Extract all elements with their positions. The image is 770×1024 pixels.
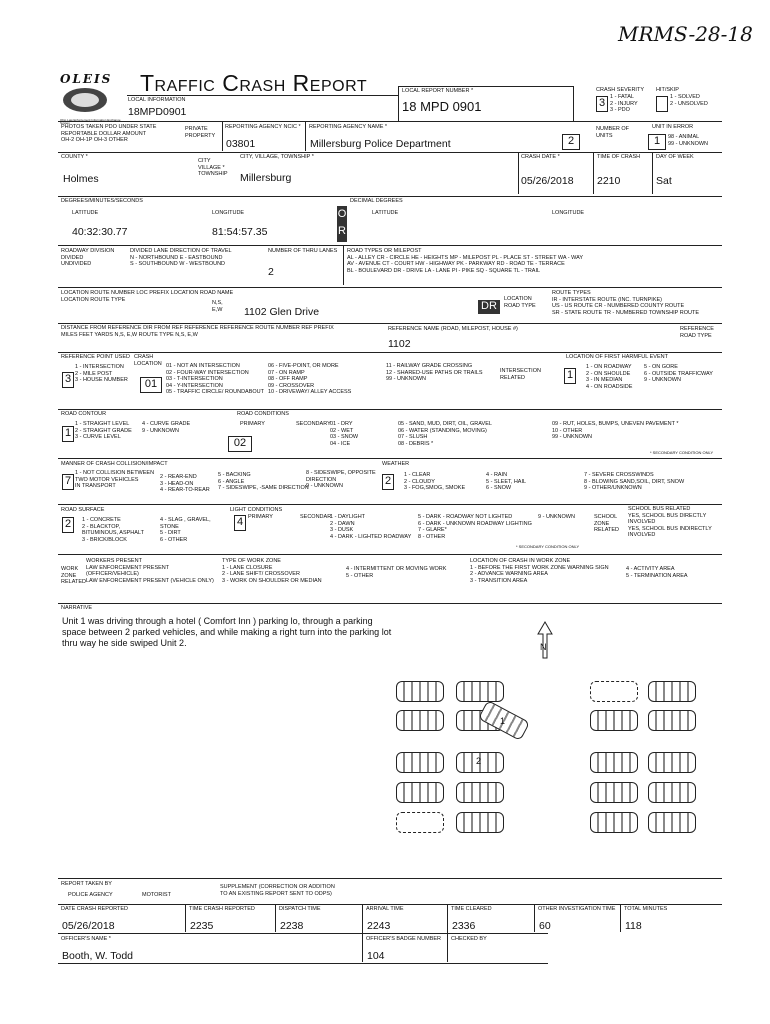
decimal-longitude-label: LONGITUDE bbox=[552, 210, 585, 216]
officer-name-label: OFFICER'S NAME * bbox=[61, 936, 111, 942]
school-bus-related[interactable]: SCHOOL BUS RELATED YES, SCHOOL BUS DIRECTLY INVOLVED YES, SCHOOL BUS INDIRECTLY INVOLVED bbox=[628, 506, 712, 538]
light-note: * SECONDARY CONDITION ONLY bbox=[516, 544, 580, 549]
date-reported-value[interactable]: 05/26/2018 bbox=[62, 920, 115, 932]
first-harmful-options-2: 5 - ON GORE 6 - OUTSIDE TRAFFICWAY 9 - UNKNOWN bbox=[644, 364, 713, 383]
logo-text: OLEIS bbox=[60, 72, 113, 86]
road-conditions-primary-label: PRIMARY bbox=[240, 421, 265, 427]
crash-severity-code[interactable]: 3 bbox=[596, 96, 608, 112]
manner-options-4: 8 - SIDESWIPE, OPPOSITE DIRECTION 9 - UNKNOWN bbox=[306, 470, 376, 489]
location-road-type-label: LOCATION ROAD TYPE bbox=[504, 296, 536, 309]
first-harmful-label: LOCATION OF FIRST HARMFUL EVENT bbox=[566, 354, 668, 360]
location-prefix[interactable]: N,S, E,W bbox=[212, 300, 223, 313]
badge-number-label: OFFICER'S BADGE NUMBER bbox=[366, 936, 442, 942]
work-zone-type-2: 4 - INTERMITTENT OR MOVING WORK 5 - OTHER bbox=[346, 566, 447, 579]
unit-in-error-value[interactable]: 1 bbox=[648, 134, 666, 150]
reporting-ncic-value[interactable]: 03801 bbox=[226, 138, 256, 150]
reporting-ncic-label: REPORTING AGENCY NCIC * bbox=[225, 124, 301, 130]
local-info-value[interactable]: 18MPD0901 bbox=[128, 106, 187, 118]
road-conditions-primary-code[interactable]: 02 bbox=[228, 436, 252, 452]
road-contour-label: ROAD CONTOUR bbox=[61, 411, 107, 417]
road-conditions-note: * SECONDARY CONDITION ONLY bbox=[650, 450, 714, 455]
hit-skip-code[interactable] bbox=[656, 96, 668, 112]
road-contour-code[interactable]: 1 bbox=[62, 426, 74, 442]
work-zone-type: TYPE OF WORK ZONE 1 - LANE CLOSURE 2 - LANE SHIFT/ CROSSOVER 3 - WORK ON SHOULDER OR MEDIAN bbox=[222, 558, 322, 584]
road-contour-options: 1 - STRAIGHT LEVEL 2 - STRAIGHT GRADE 3 - CURVE LEVEL bbox=[75, 421, 132, 440]
road-conditions-label: ROAD CONDITIONS bbox=[237, 411, 289, 417]
supplement-option[interactable]: SUPPLEMENT (CORRECTION OR ADDITION TO AN EXISTING REPORT SENT TO ODPS) bbox=[220, 884, 335, 897]
latitude-label: LATITUDE bbox=[72, 210, 99, 216]
crash-location-options: 01 - NOT AN INTERSECTION 02 - FOUR-WAY INTERSECTION 03 - T-INTERSECTION 04 - Y-INTERSECTION 05 - TRAFFIC CIRCLE/ ROUNDABOUT bbox=[166, 363, 264, 395]
degrees-label: DEGREES/MINUTES/SECONDS bbox=[61, 198, 143, 204]
crash-date-label: CRASH DATE * bbox=[521, 154, 560, 160]
reporting-agency-label: REPORTING AGENCY NAME * bbox=[309, 124, 388, 130]
form-title: Traffic Crash Report bbox=[140, 70, 368, 96]
narrative-text[interactable]: Unit 1 was driving through a hotel ( Comfort Inn ) parking lo, through a parking space between 2 parked vehicles, and while making a right turn into the parking lot thru way he side swiped Unit 2. bbox=[62, 616, 392, 648]
unit-1-label: 1 bbox=[500, 716, 506, 726]
light-unknown: 9 - UNKNOWN bbox=[538, 514, 575, 520]
work-zone-location-2: 4 - ACTIVITY AREA 5 - TERMINATION AREA bbox=[626, 566, 688, 579]
road-types: ROAD TYPES OR MILEPOST AL - ALLEY CR - CIRCLE HE - HEIGHTS MP - MILEPOST PL - PLACE ST - STREET WA - WAY AV - AVENUE CT - COURT HW - HIGHWAY PK - PARKWAY RD - ROAD TE - TERRACE BL - BOULEVARD DR - DRIVE LA - LANE PI - PIKE SQ - SQUARE TL - TRAIL bbox=[347, 248, 584, 274]
dispatch-time-value[interactable]: 2238 bbox=[280, 920, 304, 932]
manner-options-3: 5 - BACKING 6 - ANGLE 7 - SIDESWIPE, -SAME DIRECTION bbox=[218, 472, 309, 491]
time-of-crash-label: TIME OF CRASH bbox=[597, 154, 641, 160]
handwritten-reference: MRMS-28-18 bbox=[618, 22, 753, 46]
ref-point-label: REFERENCE POINT USED bbox=[61, 354, 130, 360]
local-report-label: LOCAL REPORT NUMBER * bbox=[402, 88, 474, 94]
road-conditions-options-2: 05 - SAND, MUD, DIRT, OIL, GRAVEL 06 - WATER (STANDING, MOVING) 07 - SLUSH 08 - DEBRIS * bbox=[398, 421, 492, 447]
decimal-degrees-letters: O R bbox=[337, 206, 347, 242]
location-road-name[interactable]: 1102 Glen Drive bbox=[244, 306, 320, 318]
other-time-value[interactable]: 60 bbox=[539, 920, 551, 932]
light-secondary-label: SECONDAR bbox=[300, 514, 332, 520]
officer-name-value[interactable]: Booth, W. Todd bbox=[62, 950, 134, 962]
police-agency-option[interactable]: POLICE AGENCY bbox=[68, 892, 113, 898]
crash-location-label: CRASH LOCATION bbox=[134, 354, 162, 367]
light-label: LIGHT CONDITIONS bbox=[230, 507, 283, 513]
time-cleared-label: TIME CLEARED bbox=[451, 906, 492, 912]
unit-2-label: 2 bbox=[476, 756, 482, 766]
city-type-options[interactable]: CITY VILLAGE * TOWNSHIP bbox=[198, 158, 228, 177]
reporting-agency-value[interactable]: Millersburg Police Department bbox=[310, 138, 451, 150]
manner-options: 1 - NOT COLLISION BETWEEN TWO MOTOR VEHICLES IN TRANSPORT bbox=[75, 470, 155, 489]
road-surface-code[interactable]: 2 bbox=[62, 517, 74, 533]
hit-skip-label: HIT/SKIP bbox=[656, 87, 679, 93]
first-harmful-code[interactable]: 1 bbox=[564, 368, 576, 384]
road-contour-options-2: 4 - CURVE GRADE 9 - UNKNOWN bbox=[142, 421, 191, 434]
light-options-2: 5 - DARK - ROADWAY NOT LIGHTED 6 - DARK - UNKNOWN ROADWAY LIGHTING 7 - GLARE* 8 - OTHER bbox=[418, 514, 532, 540]
logo-caption: Ohio Law Enforcement Information Exchange System bbox=[60, 118, 121, 125]
north-label: N bbox=[540, 642, 547, 652]
road-surface-options: 1 - CONCRETE 2 - BLACKTOP, BITUMINOUS, ASPHALT 3 - BRICK/BLOCK bbox=[82, 517, 144, 543]
latitude-value[interactable]: 40:32:30.77 bbox=[72, 226, 128, 238]
crash-location-options-2: 06 - FIVE-POINT, OR MORE 07 - ON RAMP 08 - OFF RAMP 09 - CROSSOVER 10 - DRIVEWAY/ ALLEY ACCESS bbox=[268, 363, 352, 395]
form-frame bbox=[58, 91, 724, 1001]
local-info-label: LOCAL INFORMATION bbox=[128, 97, 186, 103]
reference-row-labels: DISTANCE FROM REFERENCE DIR FROM REF REFERENCE REFERENCE ROUTE NUMBER REF PREFIX MILES FEET YARDS N,S, E,W ROUTE TYPE N,S, E,W bbox=[61, 325, 334, 338]
weather-options-2: 4 - RAIN 5 - SLEET, HAIL 6 - SNOW bbox=[486, 472, 527, 491]
reference-name-label: REFERENCE NAME (ROAD, MILEPOST, HOUSE #) bbox=[388, 326, 518, 332]
hit-skip-options: 1 - SOLVED 2 - UNSOLVED bbox=[670, 94, 708, 107]
crash-location-options-3: 11 - RAILWAY GRADE CROSSING 12 - SHARED-USE PATHS OR TRAILS 99 - UNKNOWN bbox=[386, 363, 483, 382]
county-label: COUNTY * bbox=[61, 154, 88, 160]
total-minutes-value[interactable]: 118 bbox=[625, 920, 642, 932]
road-conditions-options-3: 09 - RUT, HOLES, BUMPS, UNEVEN PAVEMENT * 10 - OTHER 99 - UNKNOWN bbox=[552, 421, 679, 440]
other-time-label: OTHER INVESTIGATION TIME bbox=[538, 906, 616, 912]
lane-direction[interactable]: DIVIDED LANE DIRECTION OF TRAVEL N - NORTHBOUND E - EASTBOUND S - SOUTHBOUND W - WESTBOUND bbox=[130, 248, 232, 267]
badge-number-value[interactable]: 104 bbox=[367, 950, 385, 962]
day-of-week-label: DAY OF WEEK bbox=[656, 154, 694, 160]
narrative-label: NARRATIVE bbox=[61, 605, 93, 611]
roadway-division[interactable]: ROADWAY DIVISION DIVIDED UNDIVIDED bbox=[61, 248, 115, 267]
checked-by-label: CHECKED BY bbox=[451, 936, 487, 942]
north-arrow bbox=[530, 620, 560, 665]
crash-location-code[interactable]: 01 bbox=[140, 377, 162, 393]
work-zone-related[interactable]: WORK ZONE RELATED bbox=[61, 566, 86, 585]
crash-severity-options: 1 - FATAL 2 - INJURY 3 - PDO bbox=[610, 94, 638, 113]
light-code[interactable]: 4 bbox=[234, 515, 246, 531]
light-primary-label: PRIMARY bbox=[248, 514, 273, 520]
number-units-label: NUMBER OF UNITS bbox=[596, 126, 629, 139]
crash-severity-label: CRASH SEVERITY bbox=[596, 87, 644, 93]
manner-label: MANNER OF CRASH COLLISION/IMPACT bbox=[61, 461, 168, 467]
weather-code[interactable]: 2 bbox=[382, 474, 394, 490]
time-reported-value[interactable]: 2235 bbox=[190, 920, 214, 932]
ref-point-options: 1 - INTERSECTION 2 - MILE POST 3 - HOUSE NUMBER bbox=[75, 364, 128, 383]
route-types: ROUTE TYPES IR - INTERSTATE ROUTE (INC. TURNPIKE) US - US ROUTE CR - NUMBERED COUNTY ROUTE SR - STATE ROUTE TR - NUMBERED TOWNSHIP ROUTE bbox=[552, 290, 699, 316]
city-name-label: CITY, VILLAGE, TOWNSHIP * bbox=[240, 154, 314, 160]
school-zone-related[interactable]: SCHOOL ZONE RELATED bbox=[594, 514, 619, 533]
time-reported-label: TIME CRASH REPORTED bbox=[189, 906, 255, 912]
north-arrow-icon bbox=[530, 620, 560, 660]
road-surface-label: ROAD SURFACE bbox=[61, 507, 105, 513]
ref-point-code[interactable]: 3 bbox=[62, 372, 74, 388]
day-of-week-value[interactable]: Sat bbox=[656, 175, 672, 187]
location-route-labels: LOCATION ROUTE NUMBER LOC PREFIX LOCATION ROAD NAME LOCATION ROUTE TYPE bbox=[61, 290, 234, 303]
road-conditions-secondary-label: SECONDARY bbox=[296, 421, 331, 427]
arrival-time-value[interactable]: 2243 bbox=[367, 920, 391, 932]
number-units-value[interactable]: 2 bbox=[562, 134, 580, 150]
road-surface-options-2: 4 - SLAG , GRAVEL, STONE 5 - DIRT 6 - OTHER bbox=[160, 517, 211, 543]
location-road-type-code[interactable]: DR bbox=[478, 300, 500, 314]
total-minutes-label: TOTAL MINUTES bbox=[624, 906, 668, 912]
decimal-latitude-label: LATITUDE bbox=[372, 210, 399, 216]
local-report-number[interactable]: 18 MPD 0901 bbox=[402, 99, 482, 114]
road-conditions-options: 01 - DRY 02 - WET 03 - SNOW 04 - ICE bbox=[330, 421, 359, 447]
time-of-crash-value[interactable]: 2210 bbox=[597, 175, 621, 187]
weather-options: 1 - CLEAR 2 - CLOUDY 3 - FOG,SMOG, SMOKE bbox=[404, 472, 466, 491]
unit-in-error-options: 98 - ANIMAL 99 - UNKNOWN bbox=[668, 134, 709, 147]
city-name-value[interactable]: Millersburg bbox=[240, 172, 292, 184]
decimal-degrees-label: DECIMAL DEGREES bbox=[350, 198, 403, 204]
reference-name-value[interactable]: 1102 bbox=[388, 338, 411, 350]
light-options: 1 - DAYLIGHT 2 - DAWN 3 - DUSK 4 - DARK - LIGHTED ROADWAY bbox=[330, 514, 412, 540]
reference-road-type: REFERENCE ROAD TYPE bbox=[680, 326, 714, 339]
thru-lanes-label: NUMBER OF THRU LANES bbox=[268, 248, 338, 254]
work-zone-location: LOCATION OF CRASH IN WORK ZONE 1 - BEFORE THE FIRST WORK ZONE WARNING SIGN 2 - ADVANCE WARNING AREA 3 - TRANSITION AREA bbox=[470, 558, 609, 584]
motorist-option[interactable]: MOTORIST bbox=[142, 892, 171, 898]
county-value[interactable]: Holmes bbox=[63, 173, 99, 185]
unit-in-error-label: UNIT IN ERROR bbox=[652, 124, 694, 130]
date-reported-label: DATE CRASH REPORTED bbox=[61, 906, 129, 912]
thru-lanes-value[interactable]: 2 bbox=[268, 266, 274, 278]
weather-options-3: 7 - SEVERE CROSSWINDS 8 - BLOWING SAND,SOIL, DIRT, SNOW 9 - OTHER/UNKNOWN bbox=[584, 472, 685, 491]
longitude-value[interactable]: 81:54:57.35 bbox=[212, 226, 268, 238]
manner-options-2: 2 - REAR-END 3 - HEAD-ON 4 - REAR-TO-REAR bbox=[160, 474, 210, 493]
photos-taken-options[interactable]: PHOTOS TAKEN PDO UNDER STATE REPORTABLE DOLLAR AMOUNT OH-2 OH-1P OH-3 OTHER bbox=[61, 124, 157, 143]
weather-label: WEATHER bbox=[382, 461, 410, 467]
work-zone-options[interactable]: WORKERS PRESENT LAW ENFORCEMENT PRESENT (OFFICER/VEHICLE) LAW ENFORCEMENT PRESENT (VEHICLE ONLY) bbox=[86, 558, 214, 584]
first-harmful-options: 1 - ON ROADWAY 2 - ON SHOULDE 3 - IN MEDIAN 4 - ON ROADSIDE bbox=[586, 364, 633, 390]
longitude-label: LONGITUDE bbox=[212, 210, 245, 216]
report-taken-label: REPORT TAKEN BY bbox=[61, 881, 112, 887]
dispatch-time-label: DISPATCH TIME bbox=[279, 906, 321, 912]
manner-code[interactable]: 7 bbox=[62, 474, 74, 490]
intersection-related[interactable]: INTERSECTION RELATED bbox=[500, 368, 541, 381]
private-property[interactable]: PRIVATE PROPERTY bbox=[185, 126, 216, 139]
time-cleared-value[interactable]: 2336 bbox=[452, 920, 476, 932]
crash-date-value[interactable]: 05/26/2018 bbox=[521, 175, 574, 187]
arrival-time-label: ARRIVAL TIME bbox=[366, 906, 404, 912]
